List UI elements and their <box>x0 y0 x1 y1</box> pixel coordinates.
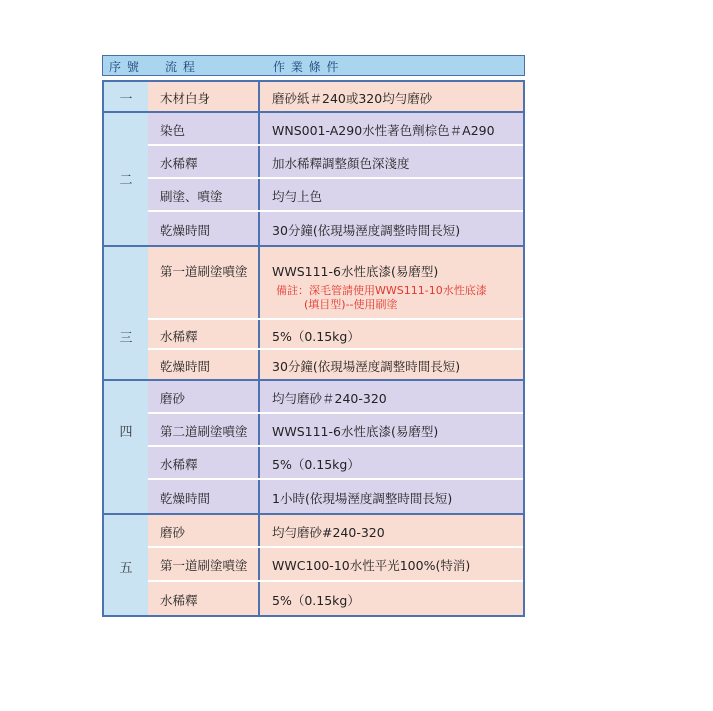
group-5 <box>102 515 525 615</box>
seq-number: 一 <box>119 92 133 107</box>
table-row <box>148 179 523 210</box>
step-label: 染色 <box>160 123 186 138</box>
condition-text: 均勻磨砂#240-320 <box>272 525 385 540</box>
table-row <box>148 548 523 580</box>
table-row <box>148 515 523 546</box>
header-process: 流 程 <box>165 60 196 74</box>
table-row <box>148 582 523 615</box>
seq-cell <box>104 113 150 245</box>
process-table <box>102 55 525 617</box>
condition-text: WWS111-6水性底漆(易磨型) <box>272 424 439 439</box>
condition-text: 30分鐘(依現場溼度調整時間長短) <box>272 223 461 238</box>
table-row <box>148 146 523 177</box>
seq-number: 四 <box>119 425 133 440</box>
group-4 <box>102 381 525 513</box>
table-row <box>148 414 523 445</box>
header-conditions: 作 業 條 件 <box>273 60 340 74</box>
table-row <box>148 447 523 478</box>
table-row <box>148 320 523 348</box>
group-2 <box>102 113 525 245</box>
step-label: 乾燥時間 <box>160 359 211 374</box>
table-row <box>148 82 523 111</box>
step-label: 磨砂 <box>160 525 186 540</box>
step-label: 木材白身 <box>160 91 211 106</box>
condition-text: 1小時(依現場溼度調整時間長短) <box>272 491 453 506</box>
seq-number: 三 <box>119 331 133 346</box>
group-1 <box>102 82 525 111</box>
step-label: 第一道刷塗噴塗 <box>160 558 248 573</box>
step-label: 水稀釋 <box>160 329 198 344</box>
group-3 <box>102 247 525 379</box>
step-label: 磨砂 <box>160 391 186 406</box>
seq-cell <box>104 247 150 379</box>
condition-text: WWC100-10水性平光100%(特消) <box>272 558 471 573</box>
table-row <box>148 113 523 144</box>
table-bottom-rule <box>102 615 525 617</box>
table-row <box>148 247 523 318</box>
seq-cell <box>104 381 150 513</box>
step-label: 水稀釋 <box>160 156 198 171</box>
step-label: 水稀釋 <box>160 593 198 608</box>
seq-cell <box>104 82 150 111</box>
step-label: 第二道刷塗噴塗 <box>160 424 248 439</box>
condition-text: 磨砂紙＃240或320均勻磨砂 <box>272 91 433 106</box>
seq-number: 二 <box>119 173 133 188</box>
table-row <box>148 350 523 379</box>
seq-cell <box>104 515 150 615</box>
step-label: 刷塗、噴塗 <box>160 189 223 204</box>
step-label: 乾燥時間 <box>160 491 211 506</box>
step-label: 乾燥時間 <box>160 223 211 238</box>
condition-text: 5%（0.15kg） <box>272 593 360 608</box>
condition-text: 均勻上色 <box>272 189 323 204</box>
condition-text: WWS111-6水性底漆(易磨型) <box>272 264 439 279</box>
table-header <box>102 55 525 76</box>
table-row <box>148 381 523 412</box>
seq-number: 五 <box>119 561 133 576</box>
note-text: 備註：深毛管請使用WWS111-10水性底漆 <box>276 284 487 297</box>
condition-text: 均勻磨砂＃240-320 <box>272 391 387 406</box>
note-text: (填目型)--使用刷塗 <box>304 298 398 311</box>
table-row <box>148 212 523 245</box>
condition-text: 5%（0.15kg） <box>272 457 360 472</box>
table-row <box>148 480 523 513</box>
condition-text: 5%（0.15kg） <box>272 329 360 344</box>
condition-text: WNS001-A290水性著色劑棕色＃A290 <box>272 123 495 138</box>
step-label: 水稀釋 <box>160 457 198 472</box>
step-label: 第一道刷塗噴塗 <box>160 264 248 279</box>
header-seq: 序 號 <box>109 60 140 74</box>
condition-text: 加水稀釋調整顏色深淺度 <box>272 156 410 171</box>
condition-text: 30分鐘(依現場溼度調整時間長短) <box>272 359 461 374</box>
